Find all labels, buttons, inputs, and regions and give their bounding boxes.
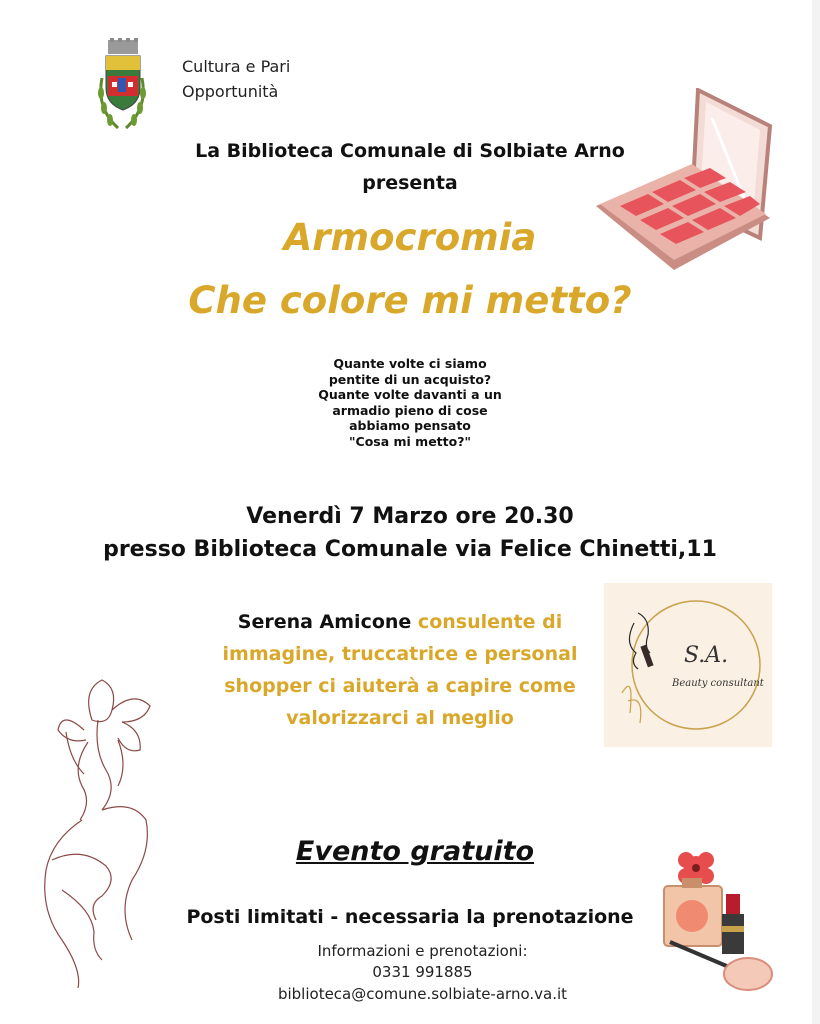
intro-line: "Cosa mi metto?" [349,433,471,449]
intro-line: armadio pieno di cose [332,402,488,418]
organization-label [182,54,290,104]
organization-line1: Cultura e Pari [182,57,291,76]
intro-line: pentite di un acquisto? [328,371,492,387]
consultant-desc-line: immagine, truccatrice e personal [222,643,578,665]
event-date: Venerdì 7 Marzo ore 20.30 [246,504,574,529]
info-label: Informazioni e prenotazioni: [317,942,528,960]
presenter-line1: La Biblioteca Comunale di Solbiate Arno [195,140,625,162]
consultant-logo [604,583,772,747]
consultant-desc-part: consulente di [411,611,563,633]
free-event-label: Evento gratuito [295,836,535,867]
event-place: presso Biblioteca Comunale via Felice Chinetti,11 [103,537,717,562]
intro-text [240,356,580,449]
cosmetics-icon [652,846,782,996]
intro-line: abbiamo pensato [349,418,471,433]
consultant-desc-line: valorizzarci al meglio [286,707,514,729]
event-subtitle: Che colore mi metto? [188,279,632,322]
municipal-crest-icon [96,38,148,138]
consultant-desc-line: shopper ci aiuterà a capire come [224,675,576,697]
consultant-name: Serena Amicone [237,611,412,633]
consultant-description [180,606,620,734]
email-address[interactable]: biblioteca@comune.solbiate-arno.va.it [277,985,568,1003]
logo-subtitle: Beauty consultant [672,678,764,689]
event-title: Armocromia [283,216,537,259]
logo-initials: S.A. [684,643,729,668]
booking-notice: Posti limitati - necessaria la prenotazione [186,906,634,928]
intro-line: Quante volte ci siamo [333,356,487,371]
organization-line2: Opportunità [182,82,279,101]
presenter-line2: presenta [362,172,458,194]
phone-number[interactable]: 0331 991885 [372,963,473,981]
intro-line: Quante volte davanti a un [318,387,502,402]
